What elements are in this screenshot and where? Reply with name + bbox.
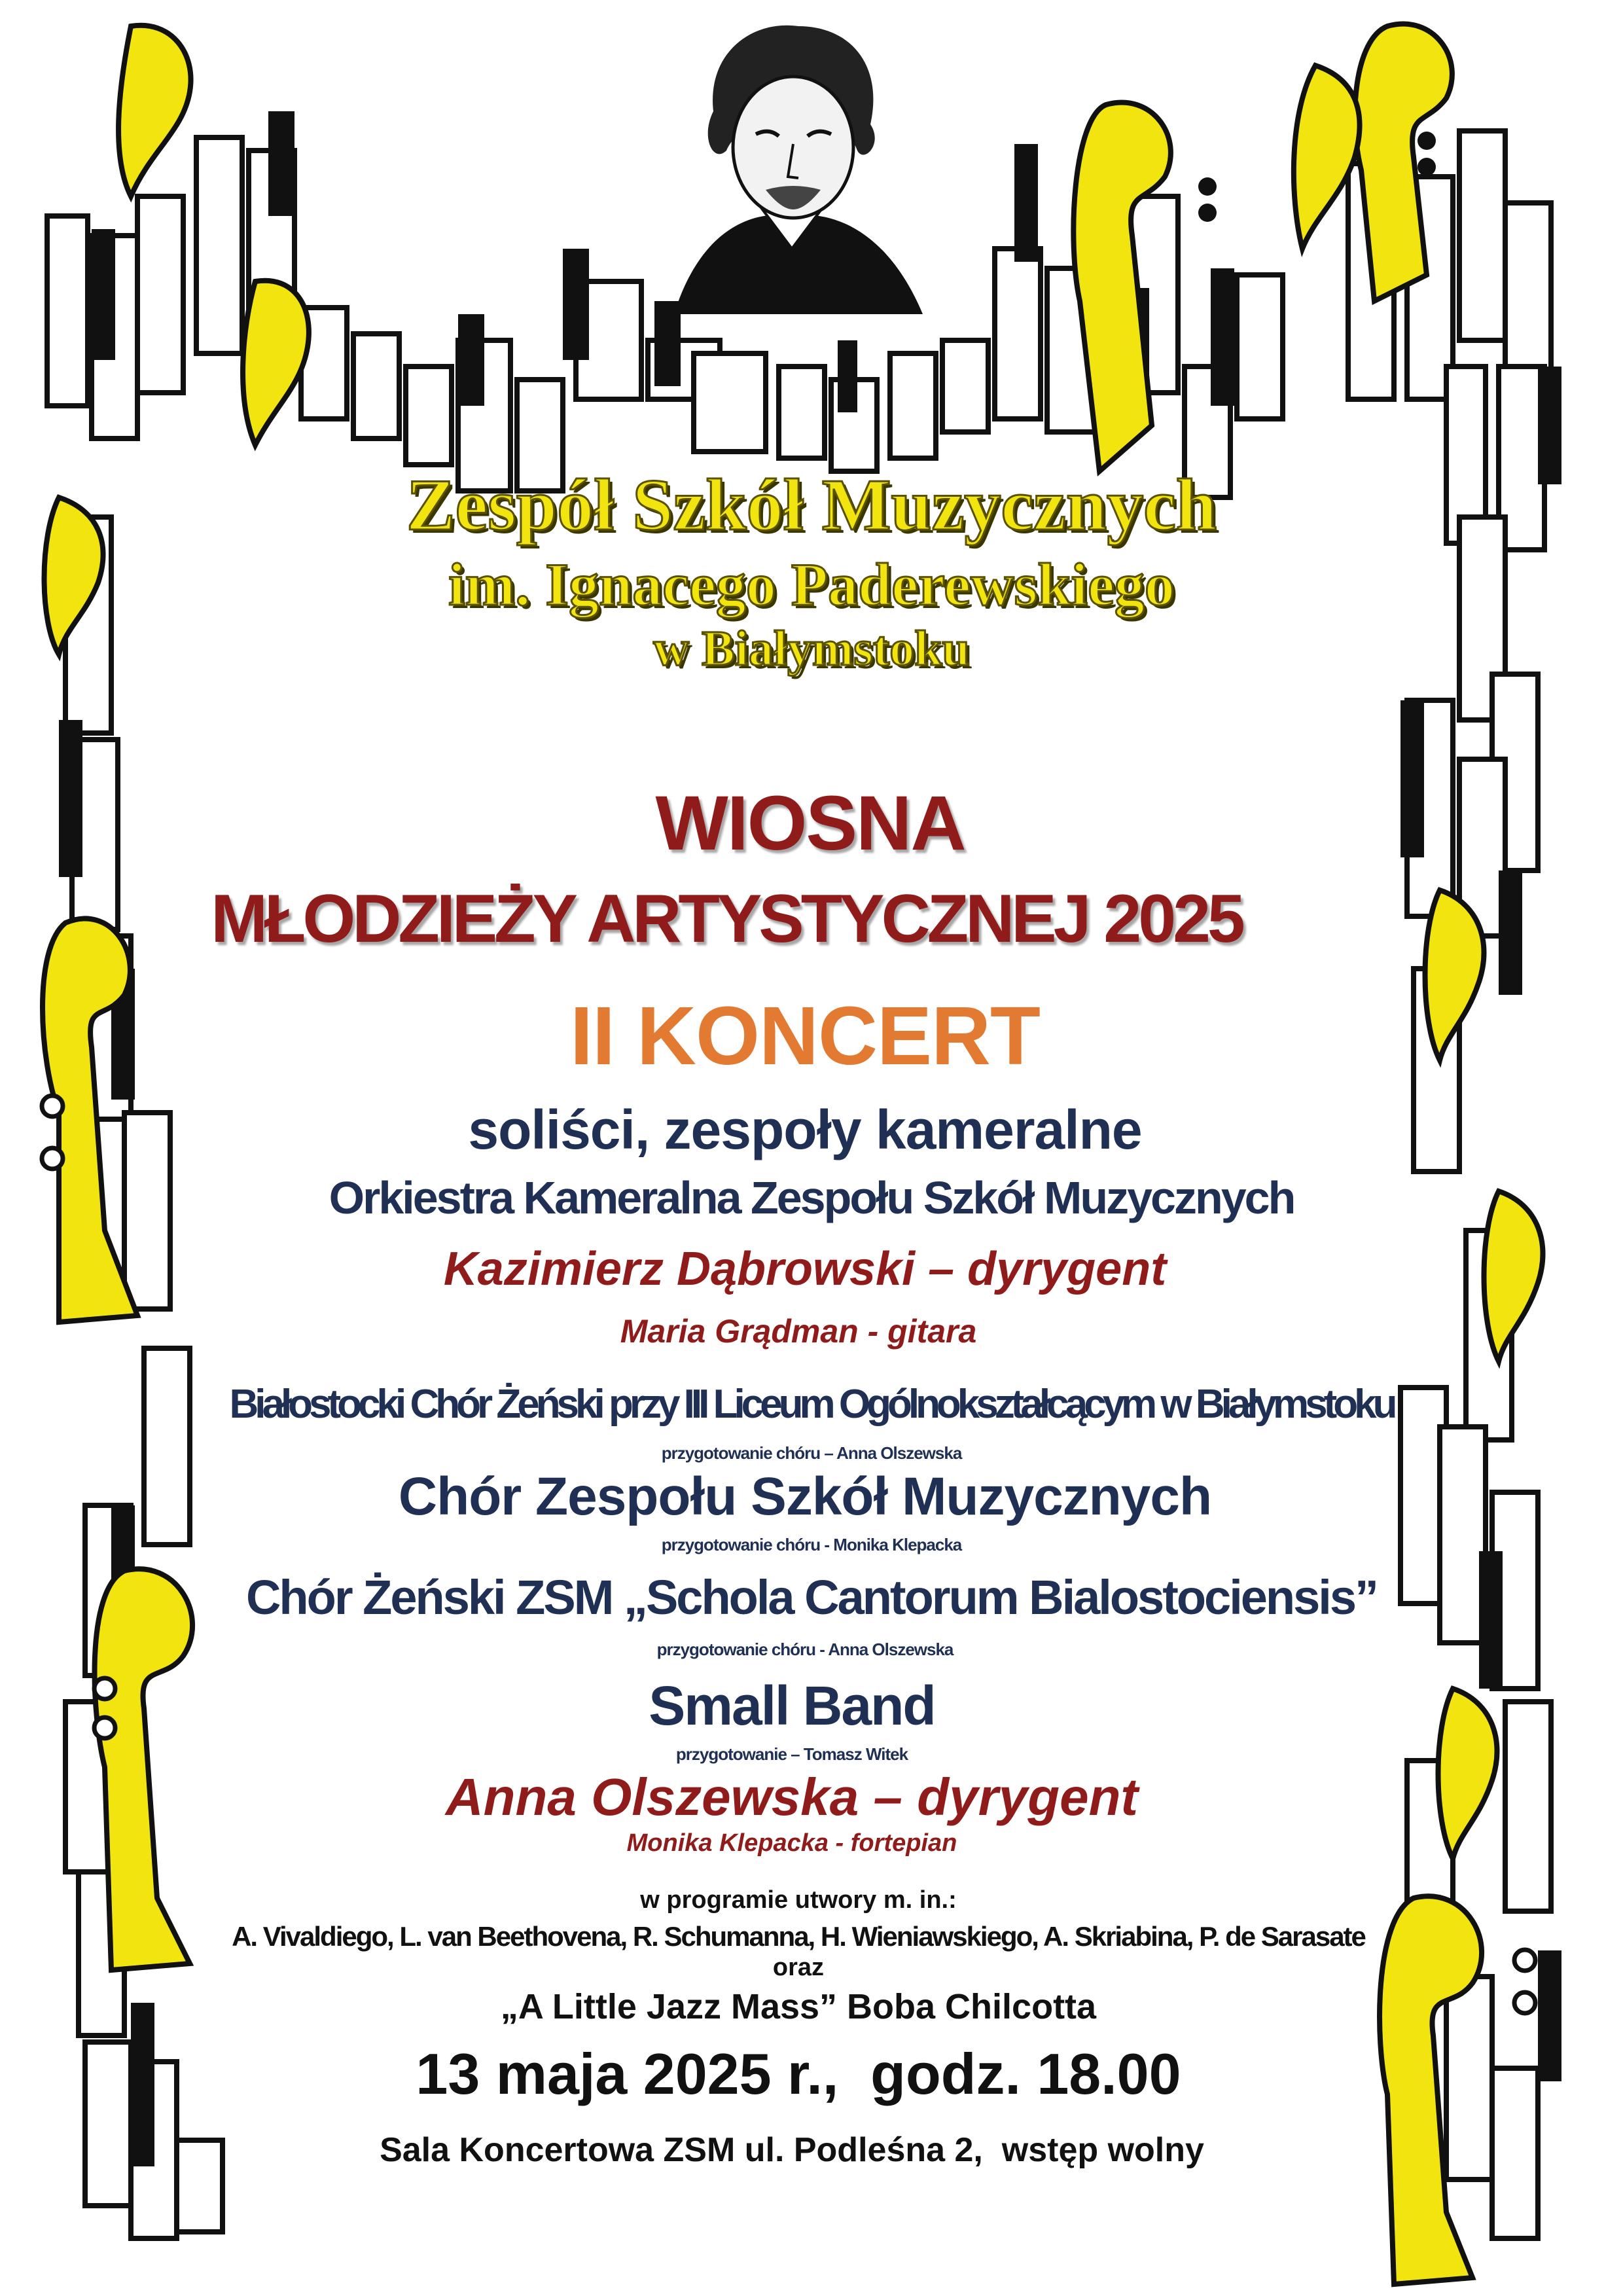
portrait-image: [648, 13, 936, 327]
concert-number: II KONCERT: [569, 990, 1040, 1082]
choir-3-prep: przygotowanie chóru - Anna Olszewska: [656, 1640, 954, 1659]
orchestra-name: Orkiestra Kameralna Zespołu Szkół Muzycznych: [329, 1172, 1294, 1223]
program-intro: w programie utwory m. in.:: [640, 1886, 957, 1914]
school-name: Zespół Szkół Muzycznych: [406, 465, 1217, 546]
event-subtitle: soliści, zespoły kameralne: [468, 1099, 1142, 1160]
conductor-1: Kazimierz Dąbrowski – dyrygent: [443, 1243, 1167, 1295]
program-and: oraz: [772, 1954, 825, 1981]
conductor-2: Anna Olszewska – dyrygent: [445, 1768, 1139, 1826]
choir-3: Chór Żeński ZSM „Schola Cantorum Bialostociensis”: [245, 1570, 1377, 1624]
soloist-2: Monika Klepacka - fortepian: [626, 1829, 957, 1857]
school-patron: im. Ignacego Paderewskiego: [448, 551, 1175, 618]
band-prep: przygotowanie – Tomasz Witek: [675, 1744, 908, 1764]
choir-2-prep: przygotowanie chóru - Monika Klepacka: [661, 1535, 962, 1554]
choir-1: Białostocki Chór Żeński przy III Liceum Ogólnokształcącym w Białymstoku: [229, 1382, 1394, 1427]
soloist-1: Maria Grądman - gitara: [620, 1313, 977, 1350]
program-work: „A Little Jazz Mass” Boba Chilcotta: [500, 1987, 1097, 2026]
event-date: 13 maja 2025 r., godz. 18.00: [416, 2041, 1181, 2106]
band-name: Small Band: [649, 1675, 935, 1736]
event-title-wiosna: WIOSNA: [655, 780, 965, 867]
choir-1-prep: przygotowanie chóru – Anna Olszewska: [661, 1443, 962, 1463]
event-venue: Sala Koncertowa ZSM ul. Podleśna 2, wstęp wolny: [380, 2131, 1204, 2169]
event-title-mlodziezy: MŁODZIEŻY ARTYSTYCZNEJ 2025: [211, 881, 1242, 957]
choir-2: Chór Zespołu Szkół Muzycznych: [398, 1467, 1212, 1526]
school-city: w Białymstoku: [653, 621, 970, 676]
program-composers: A. Vivaldiego, L. van Beethovena, R. Schumanna, H. Wieniawskiego, A. Skriabina, P. de Sarasate: [232, 1921, 1365, 1952]
